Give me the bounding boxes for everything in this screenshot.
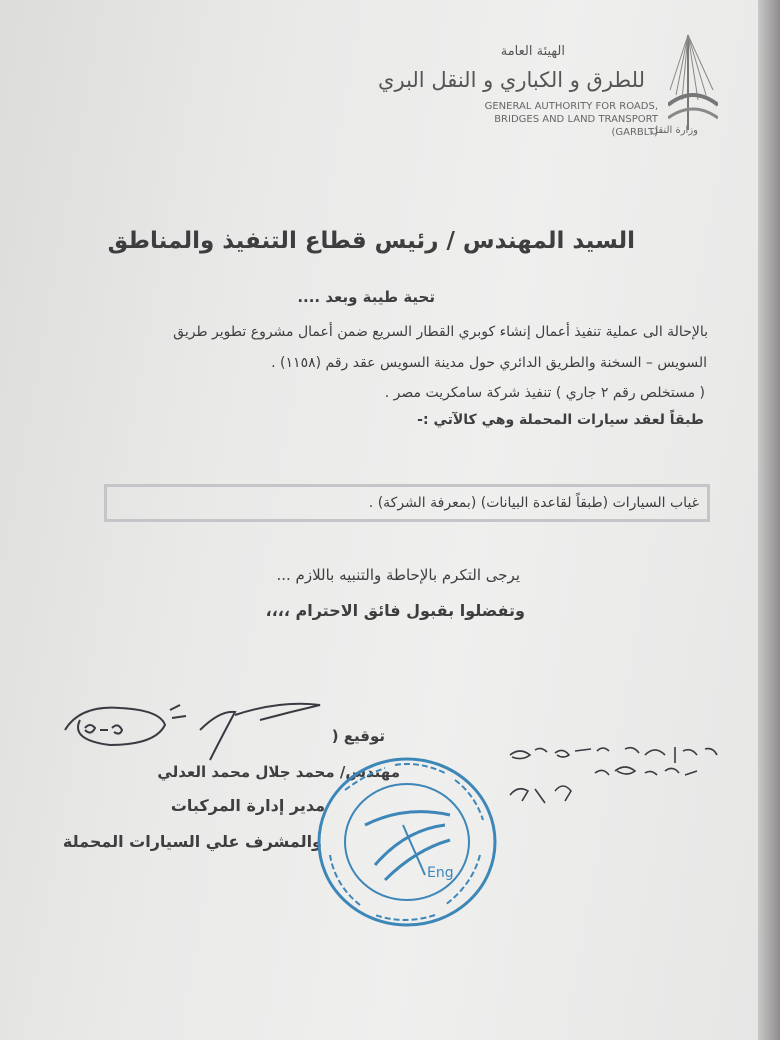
org-name-ar-line2: للطرق و الكباري و النقل البري [378, 68, 645, 92]
handwritten-dates [505, 745, 725, 825]
ministry-name: وزارة النقل [650, 125, 698, 136]
body-line-2: السويس – السخنة والطريق الدائري حول مدينة السويس عقد رقم (١١٥٨) . [271, 355, 707, 371]
signatory-title-2: والمشرف علي السيارات المحملة [62, 832, 322, 851]
signatory-name: مهندس/ محمد جلال محمد العدلي [157, 763, 400, 781]
addressee-line: السيد المهندس / رئيس قطاع التنفيذ والمناطق [107, 228, 635, 254]
body-line-4: طبقاً لعقد سيارات المحملة وهي كالآتي :- [417, 412, 704, 428]
stamp-center-label: Eng [427, 865, 454, 881]
greeting-line: تحية طيبة وبعد .... [297, 288, 435, 306]
body-line-3: ( مستخلص رقم ٢ جاري ) تنفيذ شركة سامكريت مصر . [384, 385, 705, 401]
bridge-logo-icon [668, 30, 718, 140]
signature-label: توقيع ( [331, 727, 385, 745]
boxed-note-text: غياب السيارات (طبقاً لقاعدة البيانات) (بمعرفة الشركة) . [368, 495, 699, 511]
boxed-note [104, 484, 710, 522]
closing-regards: وتفضلوا بقبول فائق الاحترام ،،،، [265, 601, 525, 620]
closing-request: يرجى التكرم بالإحاطة والتنبيه باللازم ... [276, 566, 520, 584]
official-stamp [315, 755, 500, 930]
signatory-title-1: مدير إدارة المركبات [170, 796, 325, 815]
paper-edge [758, 0, 780, 1040]
org-name-ar-line1: الهيئة العامة [500, 44, 565, 59]
org-name-en: GENERAL AUTHORITY FOR ROADS, BRIDGES AND LAND TRANSPORT (GARBLT) [484, 101, 658, 138]
body-line-1: بالإحالة الى عملية تنفيذ أعمال إنشاء كوبري القطار السريع ضمن أعمال مشروع تطوير طريق [173, 324, 708, 340]
